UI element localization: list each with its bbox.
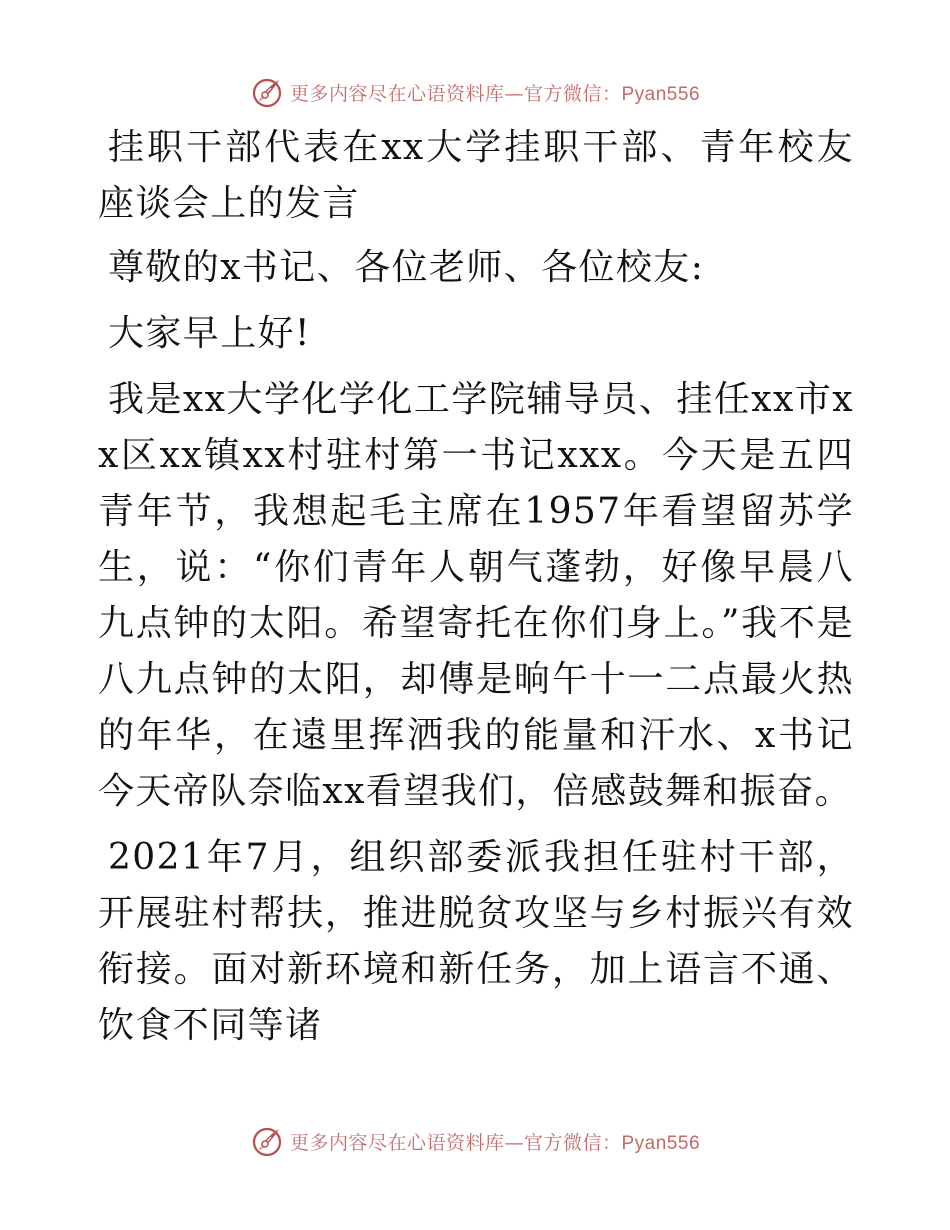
- header-watermark: [0, 72, 950, 112]
- document-body: [98, 120, 854, 1054]
- document-title: 挂职干部代表在xx大学挂职干部、青年校友座谈会上的发言: [98, 127, 854, 224]
- salutation: 尊敬的x书记、各位老师、各位校友:: [108, 247, 705, 288]
- watermark-text: 更多内容尽在心语资料库—官方微信：Pyan556: [289, 82, 701, 105]
- paragraph-1: 我是xx大学化学化工学院辅导员、挂任xx市xx区xx镇xx村驻村第一书记xxx。今天是五四青年节，我想起毛主席在1957年看望留苏学生，说：“你们青年人朝气蓬勃，好像早晨八九点钟的太阳。希望寄托在你们身上。”我不是八九点钟的太阳，却傳是晌午十一二点最火热的年华，在遠里挥洒我的能量和汗水、x书记今天帝队奈临xx看望我们，倍感鼓舞和振奋。: [98, 379, 854, 812]
- footer-watermark: [0, 1121, 950, 1161]
- watermark-text: 更多内容尽在心语资料库—官方微信：Pyan556: [289, 1131, 701, 1154]
- paragraph-2: 2021年7月，组织部委派我担任驻村干部，开展驻村帮扶，推进脱贫攻坚与乡村振兴有效衔接。面对新环境和新任务，加上语言不通、饮食不同等诸: [98, 837, 854, 1046]
- quill-circle-logo: [250, 75, 284, 109]
- quill-circle-logo: [250, 1124, 284, 1158]
- greeting: 大家早上好!: [108, 313, 311, 354]
